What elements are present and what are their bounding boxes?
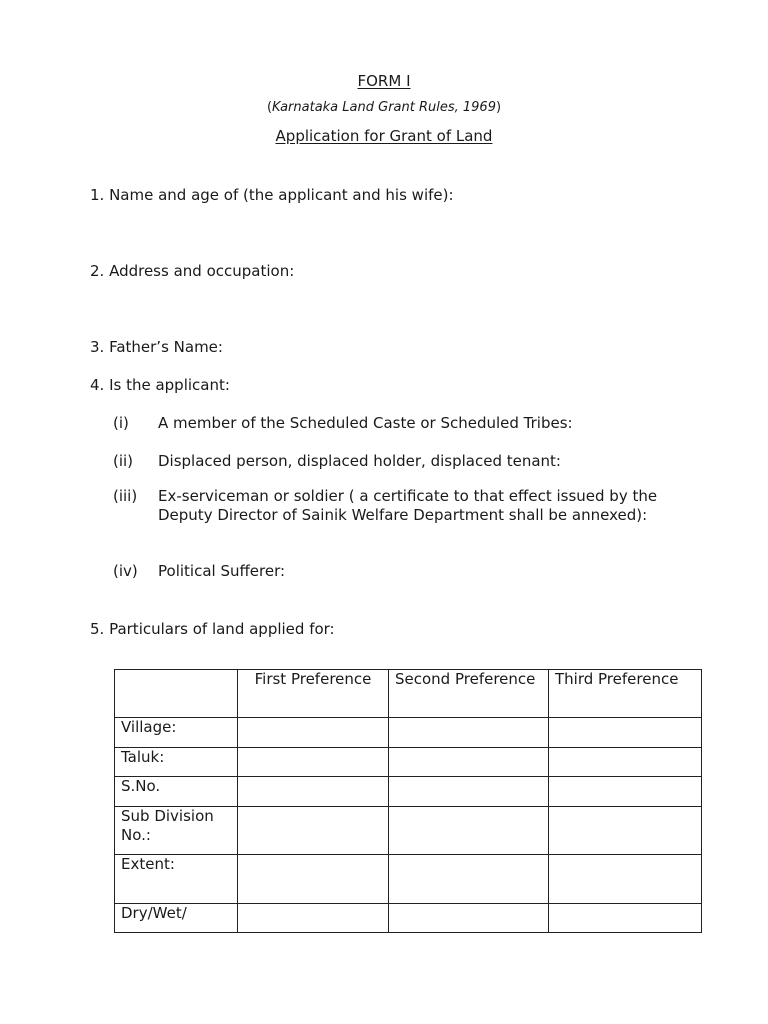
table-row <box>115 855 702 904</box>
cell-village-second[interactable] <box>389 718 549 748</box>
row-label-dry-wet: Dry/Wet/ <box>115 904 238 933</box>
rules-open-paren: ( <box>266 100 273 115</box>
cell-extent-second[interactable] <box>389 855 549 904</box>
row-label-taluk: Taluk: <box>115 748 238 777</box>
table-header-row <box>115 670 702 718</box>
table-header-blank <box>115 670 238 718</box>
cell-subdivision-first[interactable] <box>238 807 389 855</box>
q4-sub-iii-text: Ex-serviceman or soldier ( a certificate to that effect issued by the Deputy Director of Sainik Welfare Department shall be annexed): <box>158 487 658 524</box>
cell-sno-second[interactable] <box>389 777 549 807</box>
q4-sub-iv-number: (iv) <box>113 562 138 580</box>
row-label-sub-division: Sub Division No.: <box>115 807 238 855</box>
cell-taluk-second[interactable] <box>389 748 549 777</box>
cell-drywet-first[interactable] <box>238 904 389 933</box>
cell-extent-third[interactable] <box>549 855 702 904</box>
rules-close-paren: ) <box>495 100 502 115</box>
cell-sno-third[interactable] <box>549 777 702 807</box>
q4-sub-i-number: (i) <box>113 414 129 432</box>
row-label-sno: S.No. <box>115 777 238 807</box>
cell-taluk-first[interactable] <box>238 748 389 777</box>
row-label-extent: Extent: <box>115 855 238 904</box>
cell-extent-first[interactable] <box>238 855 389 904</box>
table-row <box>115 748 702 777</box>
row-label-village: Village: <box>115 718 238 748</box>
cell-subdivision-second[interactable] <box>389 807 549 855</box>
table-row <box>115 904 702 933</box>
rules-reference <box>0 100 768 115</box>
land-particulars-table <box>114 669 702 933</box>
q4-sub-ii-number: (ii) <box>113 452 134 470</box>
form-subtitle: Application for Grant of Land <box>275 127 493 145</box>
question-2: 2. Address and occupation: <box>90 262 295 280</box>
cell-drywet-third[interactable] <box>549 904 702 933</box>
question-1: 1. Name and age of (the applicant and his wife): <box>90 186 454 204</box>
header-first-preference: First Preference <box>238 670 389 718</box>
cell-village-third[interactable] <box>549 718 702 748</box>
q4-sub-ii-text: Displaced person, displaced holder, displaced tenant: <box>158 452 561 470</box>
cell-sno-first[interactable] <box>238 777 389 807</box>
q4-sub-i-text: A member of the Scheduled Caste or Scheduled Tribes: <box>158 414 573 432</box>
rules-text: Karnataka Land Grant Rules, 1969 <box>272 100 496 115</box>
form-title: FORM I <box>357 72 411 90</box>
question-3: 3. Father’s Name: <box>90 338 223 356</box>
table-row <box>115 718 702 748</box>
q4-sub-iv-text: Political Sufferer: <box>158 562 286 580</box>
cell-taluk-third[interactable] <box>549 748 702 777</box>
header-second-preference: Second Preference <box>389 670 549 718</box>
table-row <box>115 807 702 855</box>
cell-drywet-second[interactable] <box>389 904 549 933</box>
question-4: 4. Is the applicant: <box>90 376 230 394</box>
q4-sub-iii-number: (iii) <box>113 487 138 505</box>
table-row <box>115 777 702 807</box>
question-5: 5. Particulars of land applied for: <box>90 620 335 638</box>
cell-subdivision-third[interactable] <box>549 807 702 855</box>
header-third-preference: Third Preference <box>549 670 702 718</box>
cell-village-first[interactable] <box>238 718 389 748</box>
